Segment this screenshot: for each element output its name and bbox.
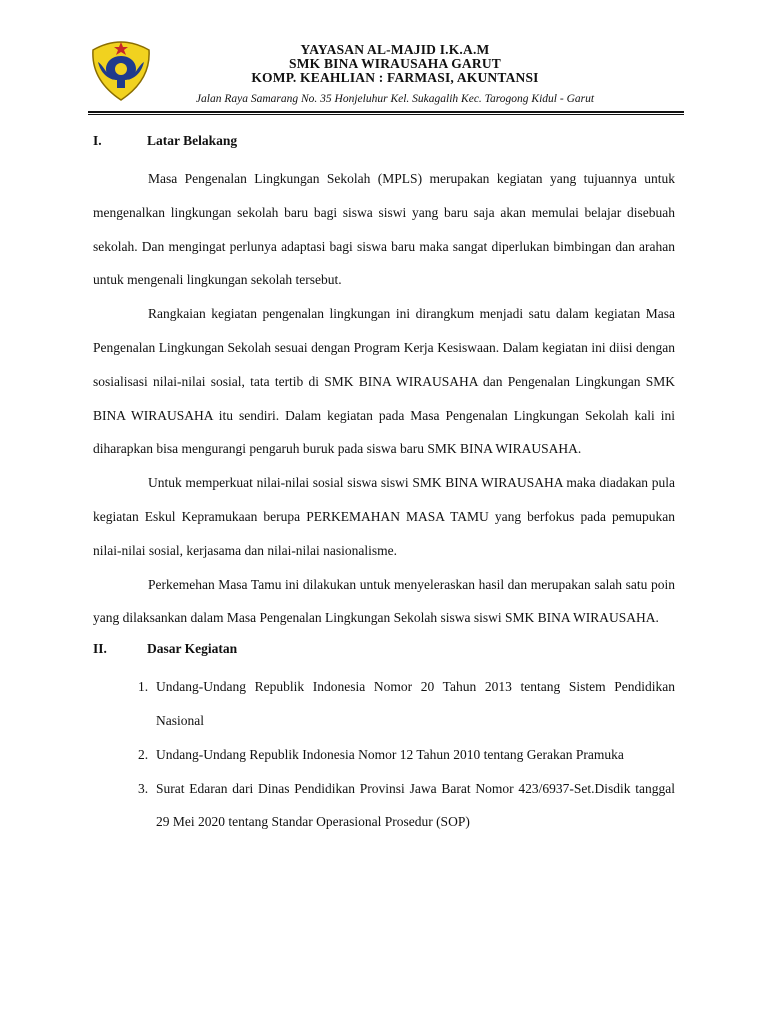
header-divider-thick <box>88 111 684 113</box>
section-title: Dasar Kegiatan <box>147 641 238 657</box>
garuda-shield-logo-icon <box>88 36 154 102</box>
list-item-text: Undang-Undang Republik Indonesia Nomor 20 Tahun 2013 tentang Sistem Pendidikan Nasional <box>156 679 675 728</box>
paragraph: Untuk memperkuat nilai-nilai sosial siswa siswi SMK BINA WIRAUSAHA maka diadakan pula kegiatan Eskul Kepramukaan berupa PERKEMAHAN MASA TAMU yang berfokus pada pemupukan nilai-nilai sosial, kerjasama dan nilai-nilai nasionalisme. <box>93 475 675 558</box>
paragraph: Perkemehan Masa Tamu ini dilakukan untuk menyeleraskan hasil dan merupakan salah satu poin yang dilaksankan dalam Masa Pengenalan Lingkungan Sekolah siswa siswi SMK BINA WIRAUSAHA. <box>93 576 675 626</box>
school-name: SMK BINA WIRAUSAHA GARUT <box>289 56 501 71</box>
document-body <box>93 128 675 839</box>
list-item-number: 3. <box>138 780 149 796</box>
basis-list <box>93 670 675 839</box>
paragraph: Masa Pengenalan Lingkungan Sekolah (MPLS) merupakan kegiatan yang tujuannya untuk mengenalkan lingkungan sekolah baru bagi siswa siswi yang baru saja akan memulai belajar disebuah sekolah. Dan mengingat perlunya adaptasi bagi siswa baru maka sangat diperlukan bimbingan dan arahan untuk mengenali lingkungan sekolah tersebut. <box>93 171 675 288</box>
list-item <box>93 772 675 840</box>
letterhead <box>0 0 768 120</box>
list-item-number: 1. <box>138 679 149 695</box>
paragraph: Rangkaian kegiatan pengenalan lingkungan ini dirangkum menjadi satu dalam kegiatan Masa Pengenalan Lingkungan Sekolah sesuai dengan Program Kerja Kesiswaan. Dalam kegiatan ini diisi dengan sosialisasi nilai-nilai sosial, tata tertib di SMK BINA WIRAUSAHA dan Pengenalan Lingkungan SMK BINA WIRAUSAHA itu sendiri. Dalam kegiatan pada Masa Pengenalan Lingkungan Sekolah kali ini diharapkan bisa mengurangi pengaruh buruk pada siswa baru SMK BINA WIRAUSAHA. <box>93 306 675 457</box>
list-item-text: Undang-Undang Republik Indonesia Nomor 12 Tahun 2010 tentang Gerakan Pramuka <box>156 746 624 762</box>
list-item <box>93 738 675 772</box>
section-number: I. <box>93 133 102 148</box>
section-heading-dasar-kegiatan <box>93 636 675 670</box>
school-address: Jalan Raya Samarang No. 35 Honjeluhur Kel. Sukagalih Kec. Tarogong Kidul - Garut <box>195 93 595 105</box>
section-title: Latar Belakang <box>147 133 238 148</box>
section-number: II. <box>93 641 107 657</box>
foundation-name: YAYASAN AL-MAJID I.K.A.M <box>300 42 490 57</box>
list-item-number: 2. <box>138 746 149 762</box>
header-divider-thin <box>88 114 684 115</box>
letterhead-text <box>150 43 640 85</box>
competency-line: KOMP. KEAHLIAN : FARMASI, AKUNTANSI <box>251 70 539 85</box>
section-heading-latar-belakang <box>93 128 675 162</box>
list-item-text: Surat Edaran dari Dinas Pendidikan Provinsi Jawa Barat Nomor 423/6937-Set.Disdik tanggal 29 Mei 2020 tentang Standar Operasional Prosedur (SOP) <box>156 780 675 830</box>
list-item <box>93 670 675 738</box>
